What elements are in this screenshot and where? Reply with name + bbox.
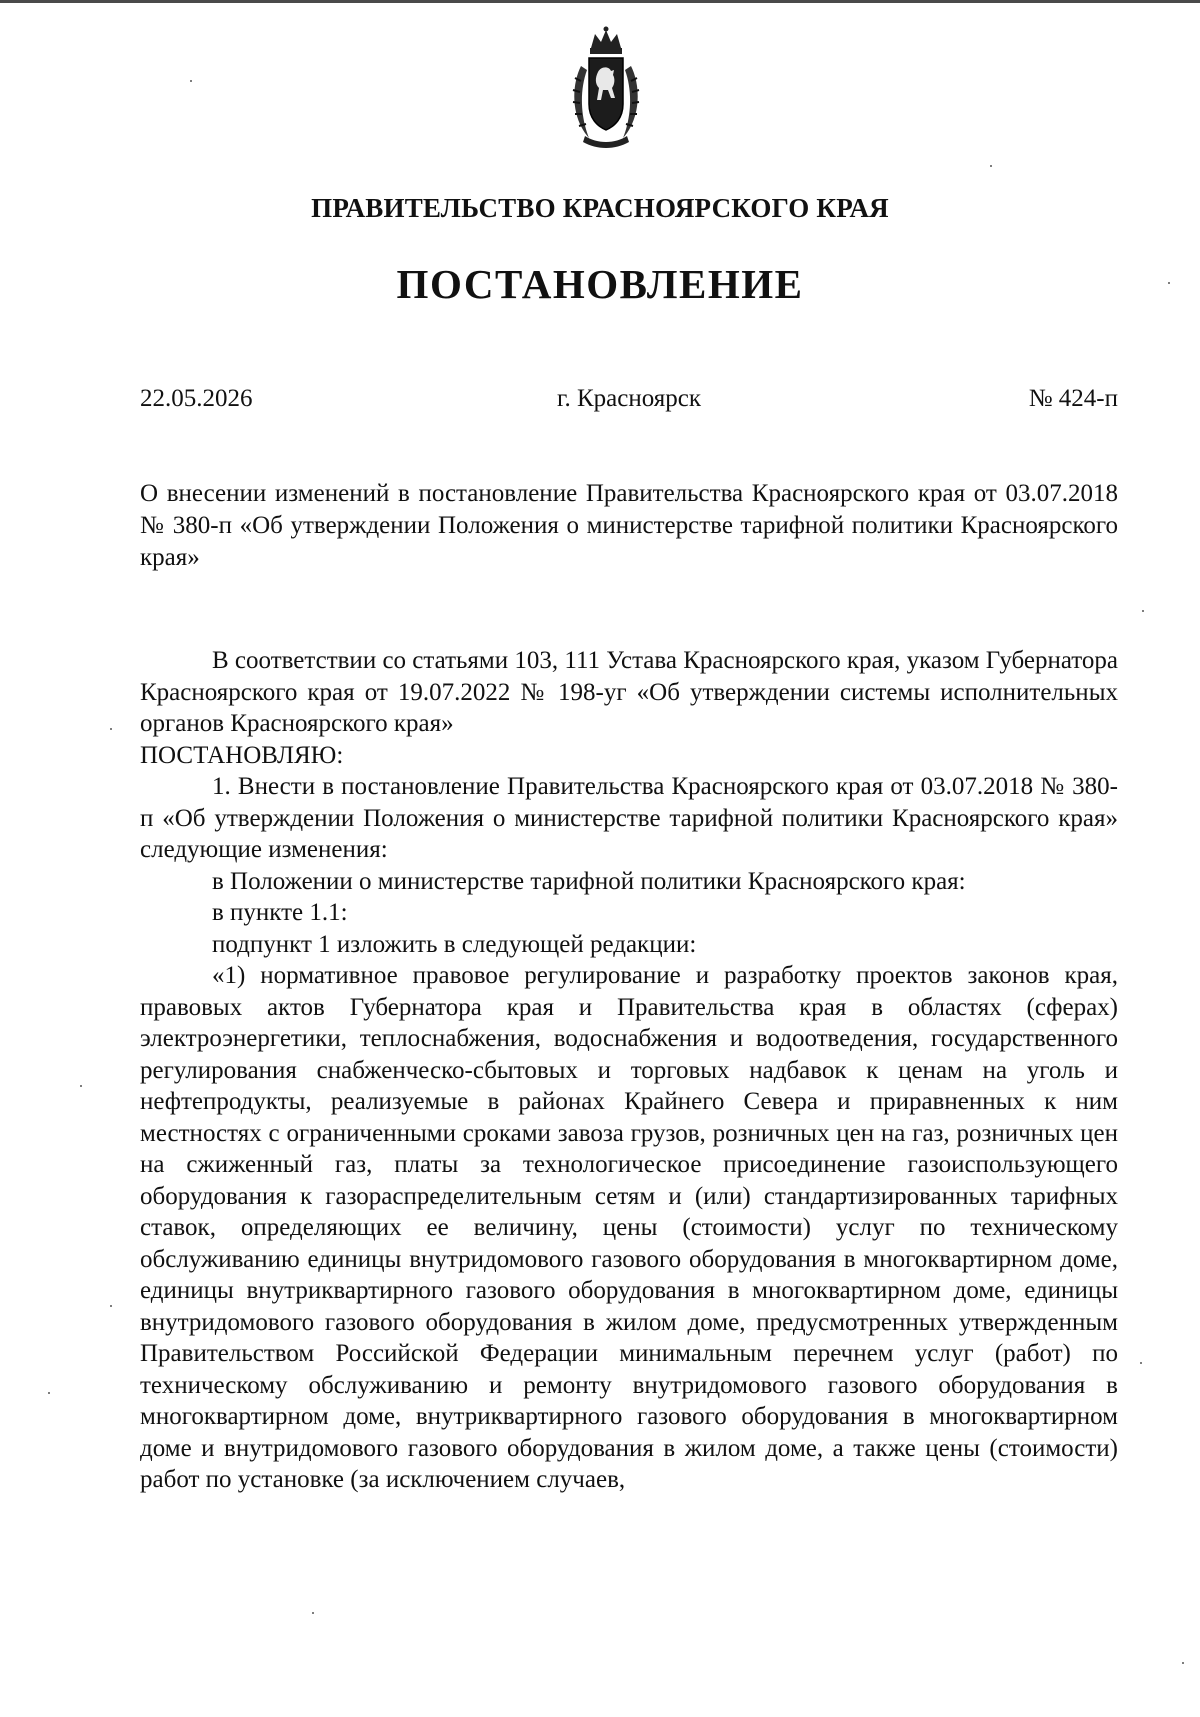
organization-name: ПРАВИТЕЛЬСТВО КРАСНОЯРСКОГО КРАЯ: [311, 193, 889, 223]
scan-speck: [1182, 1662, 1184, 1664]
document-number: № 424-п: [1028, 385, 1118, 412]
scan-speck: [110, 1305, 112, 1307]
punkt-line: в пункте 1.1:: [212, 899, 348, 926]
preamble-paragraph: В соответствии со статьями 103, 111 Устава Красноярского края, указом Губернатора Красноярского края от 19.07.2022 № 198-уг «Об утверждении системы исполнительных органов Красноярского края»: [140, 647, 1118, 737]
decree-word: ПОСТАНОВЛЯЮ:: [140, 741, 344, 769]
scan-speck: [1140, 1362, 1142, 1364]
scan-speck: [990, 165, 992, 167]
polozhenie-line: в Положении о министерстве тарифной политики Красноярского края:: [212, 867, 966, 895]
scan-speck: [110, 728, 112, 730]
document-date: 22.05.2026: [140, 385, 253, 412]
subitem-1-paragraph: «1) нормативное правовое регулирование и разработку проектов законов края, правовых актов Губернатора края и Правительства края в областях (сферах) электроэнергетики, теплоснабжения, водоснабжения и водоотведения, государственного регулирования снабженческо-сбытовых и торговых надбавок к ценам на уголь и нефтепродукты, реализуемые в районах Крайнего Севера и приравненных к ним местностях с ограниченными сроками завоза грузов, розничных цен на газ, розничных цен на сжиженный газ, платы за технологическое присоединение газоиспользующего оборудования к газораспределительным сетям и (или) стандартизированных тарифных ставок, определяющих ее величину, цены (стоимости) услуг по техническому обслуживанию единицы внутридомового газового оборудования в многоквартирном доме, единицы внутриквартирного газового оборудования в многоквартирном доме, единицы внутридомового газового оборудования в жилом доме, предусмотренных утвержденным Правительством Российской Федерации минимальным перечнем услуг (работ) по техническому обслуживанию и ремонту внутридомового газового оборудования в многоквартирном доме, внутриквартирного газового оборудования в многоквартирном доме и внутридомового газового оборудования в жилом доме, а также цены (стоимости) работ по установке (за исключением случаев,: [140, 962, 1118, 1493]
krasnoyarsk-krai-coat-of-arms-icon: [567, 26, 645, 150]
scan-speck: [48, 1392, 50, 1394]
item-1-paragraph: 1. Внести в постановление Правительства Красноярского края от 03.07.2018 № 380-п «Об утверждении Положения о министерстве тарифной политики Красноярского края» следующие изменения:: [140, 773, 1118, 863]
document-city: г. Красноярск: [557, 385, 701, 412]
scan-speck: [190, 80, 192, 82]
podpunkt-line: подпункт 1 изложить в следующей редакции:: [212, 930, 697, 958]
scan-top-edge: [0, 0, 1200, 3]
document-type-title: ПОСТАНОВЛЕНИЕ: [396, 261, 804, 307]
scan-speck: [1168, 282, 1170, 284]
scan-speck: [312, 1612, 314, 1614]
document-subject: О внесении изменений в постановление Правительства Красноярского края от 03.07.2018 № 380-п «Об утверждении Положения о министерстве тарифной политики Красноярского края»: [140, 480, 1118, 571]
document-body: [140, 645, 1118, 1496]
scan-speck: [1142, 610, 1144, 612]
scan-speck: [80, 1085, 82, 1087]
